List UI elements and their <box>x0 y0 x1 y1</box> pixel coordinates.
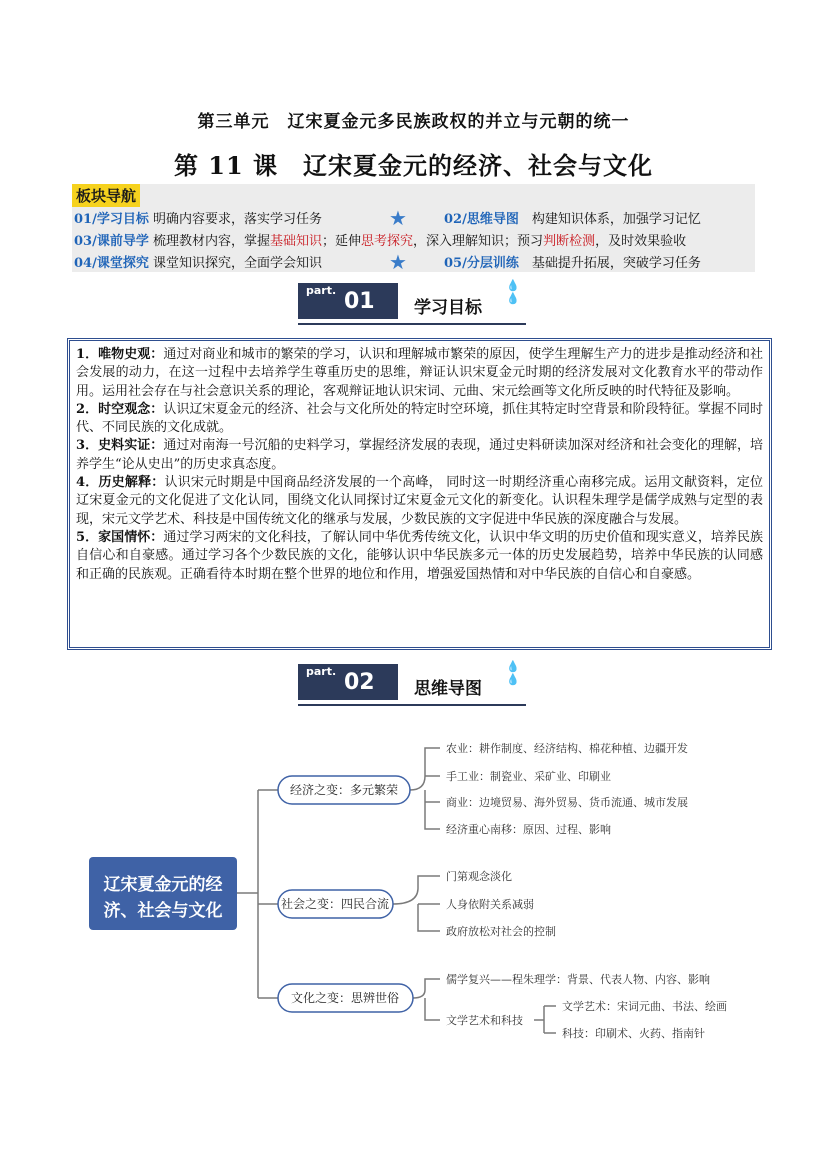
goal-item: 3．史料实证：通过对南海一号沉船的史料学习，掌握经济发展的表现，通过史料研读加深对经济和社会变化的理解，培养学生“论从史出”的历史求真态度。 <box>76 438 763 472</box>
mindmap-leaf: 政府放松对社会的控制 <box>446 925 556 938</box>
highlight-basic-knowledge: 基础知识 <box>270 234 323 249</box>
star-icon: ★ <box>389 206 407 230</box>
mindmap-leaf: 文学艺术和科技 <box>446 1014 523 1027</box>
lesson-title: 第 11 课 辽宋夏金元的经济、社会与文化 <box>173 151 654 180</box>
part-number: 01 <box>344 289 375 314</box>
goal-item: 4．历史解释：认识宋元时期是中国商品经济发展的一个高峰， 同时这一时期经济重心南移完成。运用文献资料，定位辽宋夏金元的文化促进了文化认同，围绕文化认同探讨辽宋夏金元文化的新变化。认识程朱理学是儒学成熟与定型的表现，宋元文学艺术、科技是中国传统文化的继承与发展，少数民族的文字促进中华民族的深度融合与发展。 <box>76 475 764 527</box>
nav-desc: 基础提升拓展，突破学习任务 <box>531 256 701 271</box>
mindmap-leaf: 商业：边境贸易、海外贸易、货币流通、城市发展 <box>446 796 688 809</box>
nav-heading: 板块导航 <box>72 184 140 207</box>
mindmap-leaf: 儒学复兴——程朱理学：背景、代表人物、内容、影响 <box>446 973 710 986</box>
nav-link-layered-training[interactable]: 05/分层训练 <box>444 256 519 271</box>
part-number: 02 <box>344 670 375 695</box>
nav-link-mind-map[interactable]: 02/思维导图 <box>444 212 519 227</box>
root-label-line2: 济、社会与文化 <box>103 901 223 921</box>
mindmap-leaf: 科技：印刷术、火药、指南针 <box>562 1027 705 1040</box>
branch-label-society: 社会之变：四民合流 <box>280 897 390 911</box>
part-tag: part. <box>306 284 337 297</box>
nav-desc: ；延伸 <box>322 234 362 249</box>
part-label: 思维导图 <box>414 679 482 699</box>
water-drops-icon: 💧💧 <box>506 660 519 686</box>
mindmap-leaf: 农业：耕作制度、经济结构、棉花种植、边疆开发 <box>446 742 688 755</box>
water-drops-icon: 💧💧 <box>506 279 519 305</box>
highlight-thinking: 思考探究 <box>361 234 414 249</box>
nav-desc: ，及时效果验收 <box>595 234 687 249</box>
highlight-check: 判断检测 <box>543 234 596 249</box>
nav-link-pre-class[interactable]: 03/课前导学 <box>74 234 149 249</box>
mindmap-leaf: 人身依附关系减弱 <box>446 898 534 911</box>
goal-item: 1．唯物史观：通过对商业和城市的繁荣的学习，认识和理解城市繁荣的原因，使学生理解生产力的进步是推动经济和社会发展的动力，在这一过程中去培养学生尊重历史的思维，辩证认识宋夏金元时期的经济发展对文化教育水平的带动作用。运用社会存在与社会意识关系的理论，客观辩证地认识宋词、元曲、宋元绘画等文化所反映的时代特征及影响。 <box>76 347 763 399</box>
mindmap-leaf: 文学艺术：宋词元曲、书法、绘画 <box>562 1000 727 1013</box>
nav-desc: ，深入理解知识；预习 <box>413 234 544 249</box>
mindmap-leaf: 手工业：制瓷业、采矿业、印刷业 <box>446 770 611 783</box>
root-label-line1: 辽宋夏金元的经 <box>103 875 223 895</box>
nav-desc: 课堂知识探究，全面学会知识 <box>152 256 322 271</box>
nav-link-class-inquiry[interactable]: 04/课堂探究 <box>74 256 149 271</box>
branch-label-economy: 经济之变：多元繁荣 <box>289 783 399 797</box>
part-label: 学习目标 <box>414 298 482 318</box>
part-tag: part. <box>306 665 337 678</box>
branch-label-culture: 文化之变：思辨世俗 <box>290 991 400 1005</box>
nav-desc: 构建知识体系，加强学习记忆 <box>531 212 701 227</box>
nav-link-learning-goals[interactable]: 01/学习目标 <box>74 212 149 227</box>
mindmap-leaf: 门第观念淡化 <box>446 870 512 883</box>
unit-title: 第三单元 辽宋夏金元多民族政权的并立与元朝的统一 <box>197 112 630 132</box>
star-icon: ★ <box>389 250 407 274</box>
goal-item: 2．时空观念：认识辽宋夏金元的经济、社会与文化所处的特定时空环境，抓住其特定时空背景和阶段特征。掌握不同时代、不同民族的文化成就。 <box>76 401 763 436</box>
goal-item: 5．家国情怀：通过学习两宋的文化科技，了解认同中华优秀传统文化，认识中华文明的历史价值和现实意义，培养民族自信心和自豪感。通过学习各个少数民族的文化，能够认识中华民族多元一体的历史发展趋势，培养中华民族的认同感和正确的民族观。正确看待本时期在整个世界的地位和作用，增强爱国热情和对中华民族的自信心和自豪感。 <box>76 529 763 582</box>
nav-desc: 明确内容要求，落实学习任务 <box>152 212 322 227</box>
nav-desc: 梳理教材内容，掌握 <box>152 234 270 249</box>
mindmap-leaf: 经济重心南移：原因、过程、影响 <box>446 823 611 836</box>
